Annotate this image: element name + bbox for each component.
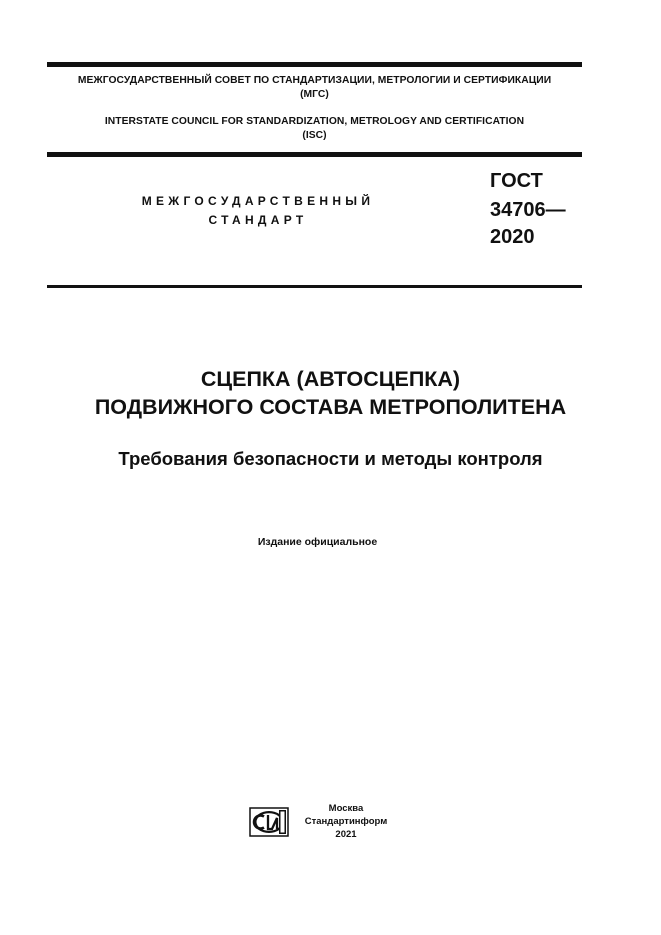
council-name-english (47, 115, 582, 143)
document-title-line1: СЦЕПКА (АВТОСЦЕПКА) (200, 367, 461, 391)
council-name-russian (47, 74, 582, 102)
publisher-year: 2021 (335, 829, 357, 840)
middle-rule (47, 152, 582, 157)
council-en-line1: INTERSTATE COUNCIL FOR STANDARDIZATION, METROLOGY AND CERTIFICATION (104, 116, 525, 127)
top-rule (47, 62, 582, 67)
publisher-name: Стандартинформ (304, 816, 388, 827)
council-en-abbreviation: (ISC) (302, 130, 327, 141)
council-ru-line1: МЕЖГОСУДАРСТВЕННЫЙ СОВЕТ ПО СТАНДАРТИЗАЦИИ, МЕТРОЛОГИИ И СЕРТИФИКАЦИИ (77, 75, 552, 86)
document-title-line2: ПОДВИЖНОГО СОСТАВА МЕТРОПОЛИТЕНА (94, 395, 567, 419)
edition-label: Издание официальное (257, 536, 378, 548)
publisher-block (300, 802, 392, 841)
publisher-city: Москва (328, 803, 364, 814)
gost-designation-year: 2020 (490, 226, 535, 248)
document-subtitle: Требования безопасности и методы контроля (118, 448, 543, 469)
standartinform-logo-icon (249, 807, 289, 837)
council-ru-abbreviation: (МГС) (300, 89, 329, 100)
gost-designation-number: 34706— (490, 199, 566, 221)
standard-type-line2: СТАНДАРТ (208, 213, 308, 227)
bottom-rule (47, 285, 582, 288)
standard-type-line1: МЕЖГОСУДАРСТВЕННЫЙ (141, 194, 375, 208)
gost-designation-name: ГОСТ (490, 170, 543, 192)
